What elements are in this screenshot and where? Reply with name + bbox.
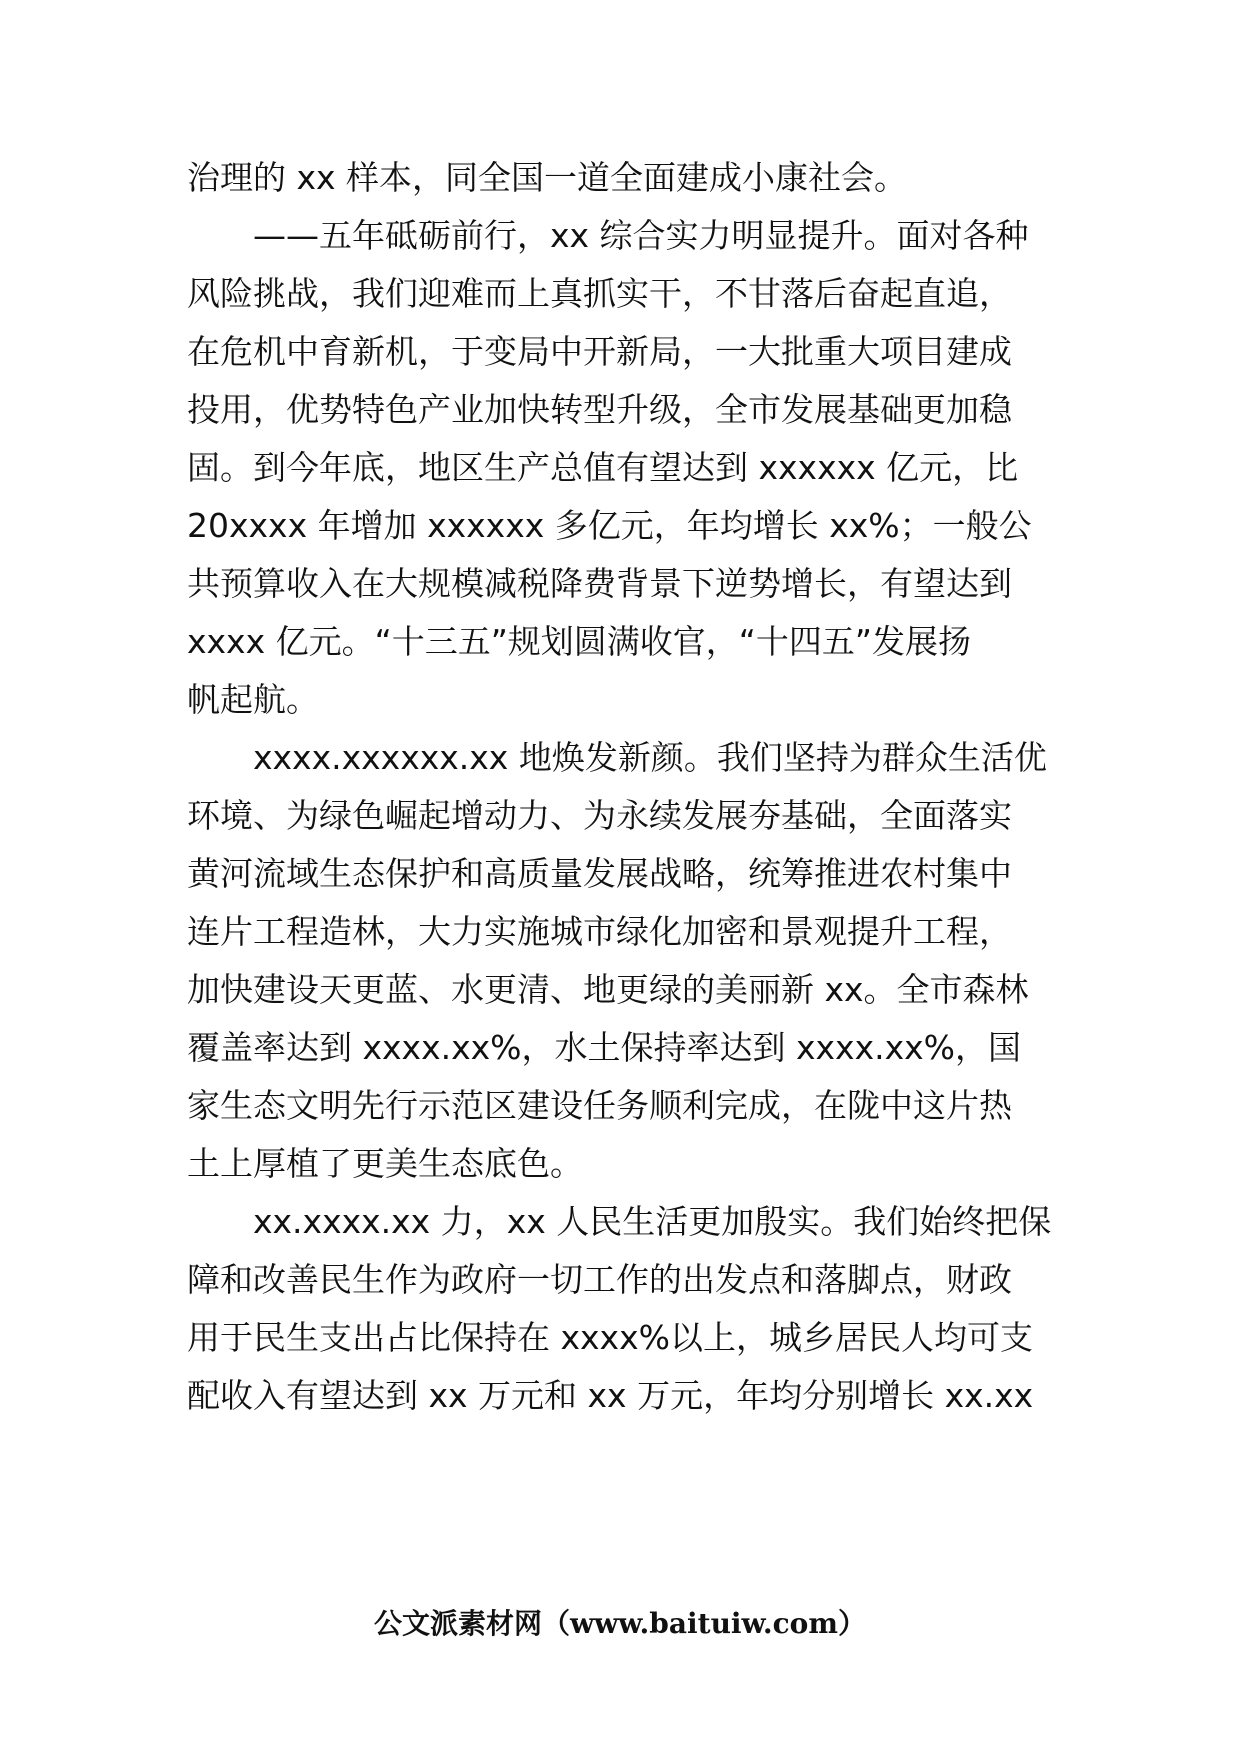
text-line: 障和改善民生作为政府一切工作的出发点和落脚点，财政 xyxy=(187,1260,1012,1299)
text-line: 共预算收入在大规模减税降费背景下逆势增长，有望达到 xyxy=(187,564,1012,603)
text-line: 覆盖率达到 xxxx.xx%，水土保持率达到 xxxx.xx%，国 xyxy=(187,1028,1022,1067)
text-line: 土上厚植了更美生态底色。 xyxy=(187,1144,583,1183)
page-footer-watermark: 公文派素材网（www.baituiw.com） xyxy=(374,1607,866,1640)
text-line: 连片工程造林，大力实施城市绿化加密和景观提升工程， xyxy=(187,912,1012,951)
text-line: 加快建设天更蓝、水更清、地更绿的美丽新 xx。全市森林 xyxy=(187,970,1029,1009)
text-line: 固。到今年底，地区生产总值有望达到 xxxxxx 亿元，比 xyxy=(187,448,1019,487)
text-line: xxxx 亿元。“十三五”规划圆满收官，“十四五”发展扬 xyxy=(187,622,971,661)
text-line: 环境、为绿色崛起增动力、为永续发展夯基础，全面落实 xyxy=(187,796,1012,835)
text-line: 帆起航。 xyxy=(187,680,319,719)
text-line: 黄河流域生态保护和高质量发展战略，统筹推进农村集中 xyxy=(187,854,1012,893)
text-line: 20xxxx 年增加 xxxxxx 多亿元，年均增长 xx%；一般公 xyxy=(187,506,1032,545)
text-line: 治理的 xx 样本，同全国一道全面建成小康社会。 xyxy=(187,158,908,197)
paragraph-first-line: xx.xxxx.xx 力，xx 人民生活更加殷实。我们始终把保 xyxy=(253,1202,1052,1241)
text-line: 家生态文明先行示范区建设任务顺利完成，在陇中这片热 xyxy=(187,1086,1012,1125)
paragraph-first-line: xxxx.xxxxxx.xx 地焕发新颜。我们坚持为群众生活优 xyxy=(253,738,1047,777)
text-line: 用于民生支出占比保持在 xxxx%以上，城乡居民人均可支 xyxy=(187,1318,1033,1357)
text-line: 投用，优势特色产业加快转型升级，全市发展基础更加稳 xyxy=(187,390,1012,429)
text-line: 风险挑战，我们迎难而上真抓实干，不甘落后奋起直追， xyxy=(187,274,1012,313)
paragraph-first-line: ——五年砥砺前行，xx 综合实力明显提升。面对各种 xyxy=(253,216,1029,255)
text-line: 配收入有望达到 xx 万元和 xx 万元，年均分别增长 xx.xx xyxy=(187,1376,1034,1415)
text-line: 在危机中育新机，于变局中开新局，一大批重大项目建成 xyxy=(187,332,1012,371)
